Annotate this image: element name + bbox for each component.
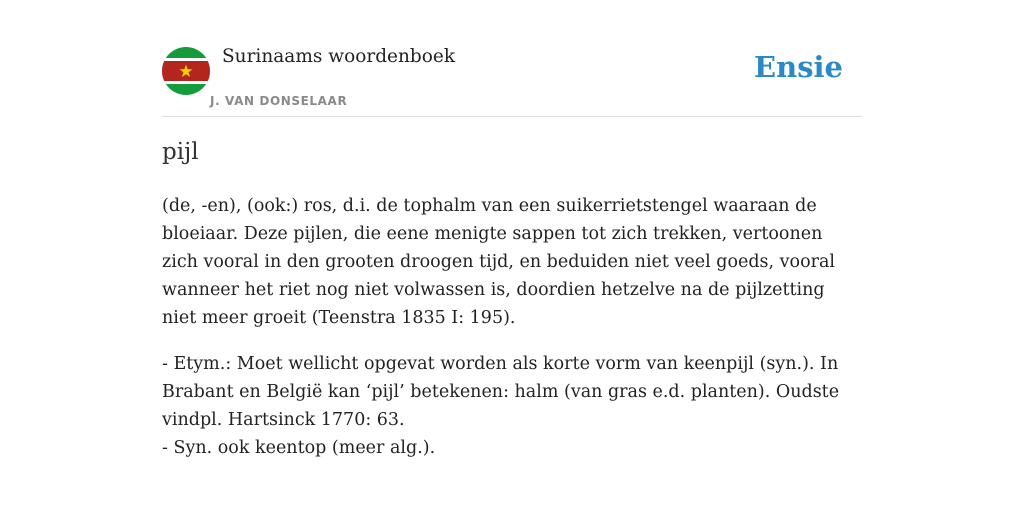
dictionary-title[interactable]: Surinaams woordenboek bbox=[222, 46, 456, 67]
definition-paragraph: (de, -en), (ook:) ros, d.i. de tophalm van een suikerrietstengel waaraan de bloeiaar. Deze pijlen, die eene menigte sappen tot zich trekken, vertoonen zich vooral in den grooten droogen tijd, en beduiden niet veel goeds, vooral wanneer het riet nog niet volwassen is, doordien hetzelve na de pijlzetting niet meer groeit (Teenstra 1835 I: 195). bbox=[162, 196, 836, 328]
synonyms-line: - Syn. ook keentop (meer alg.). bbox=[162, 438, 436, 458]
etymology-line: - Etym.: Moet wellicht opgevat worden als korte vorm van keenpijl (syn.). In Brabant en België kan ‘pijl’ betekenen: halm (van gras e.d. planten). Oudste vindpl. Hartsinck 1770: 63. bbox=[162, 354, 840, 430]
suriname-flag-icon bbox=[162, 47, 210, 95]
entry-headword: pijl bbox=[162, 139, 199, 165]
ensie-logo-link[interactable]: Ensie bbox=[754, 50, 843, 84]
entry-definition bbox=[162, 192, 862, 462]
dictionary-header bbox=[162, 44, 862, 117]
dictionary-author: J. VAN DONSELAAR bbox=[210, 94, 348, 108]
